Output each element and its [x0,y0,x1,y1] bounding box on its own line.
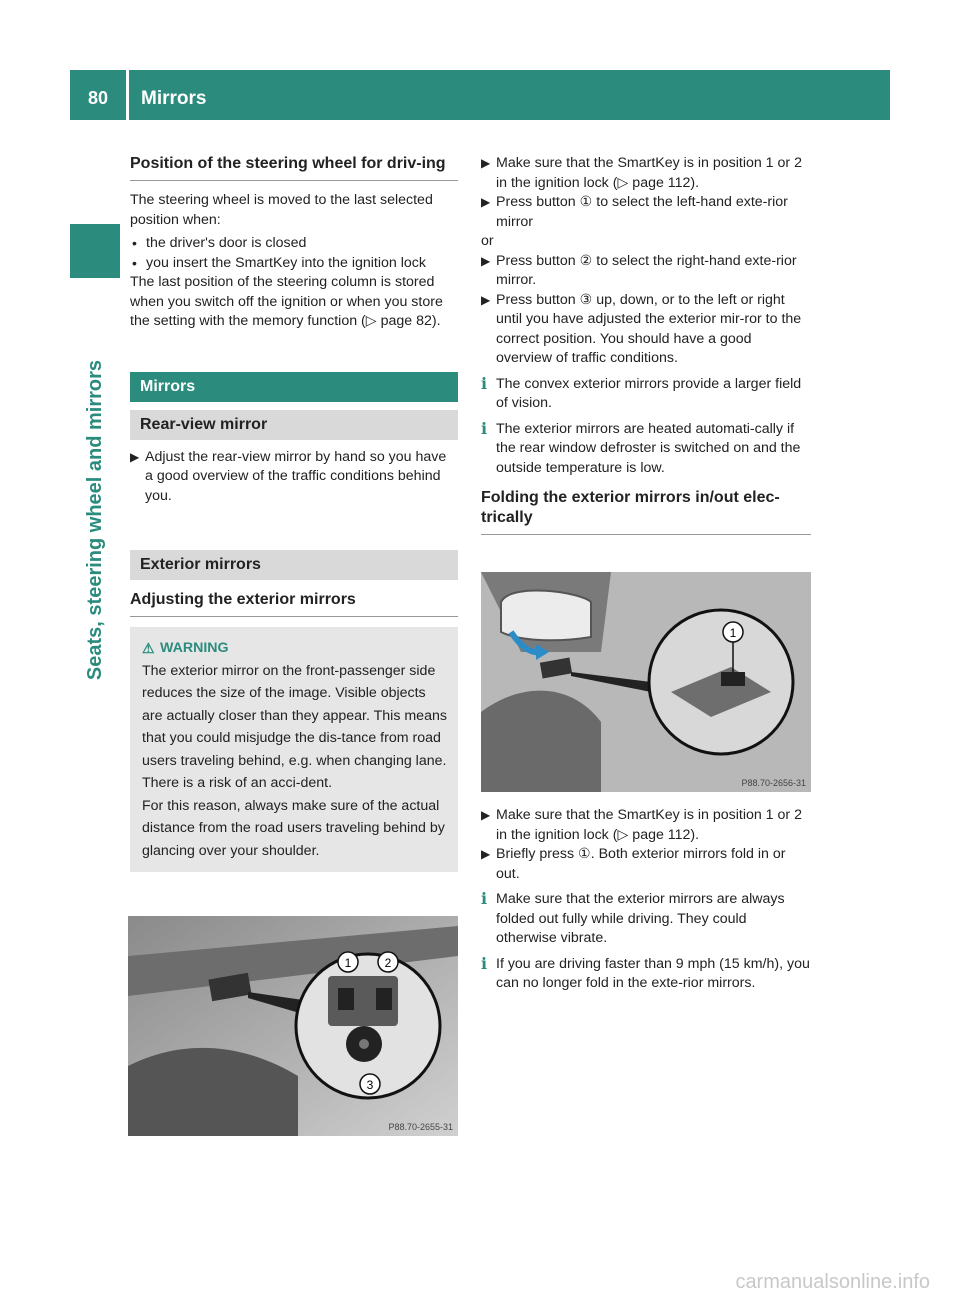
step: ▶ Make sure that the SmartKey is in position 1 or 2 in the ignition lock (▷ page 112). [481,807,802,843]
info-icon: i [481,953,488,973]
mirror-controls-photo [128,916,458,1136]
image-code: P88.70-2655-31 [388,1122,453,1132]
step-arrow-icon: ▶ [130,449,140,464]
fold-button-photo [481,572,811,792]
right-column [481,154,811,545]
step: ▶ Make sure that the SmartKey is in position 1 or 2 in the ignition lock (▷ page 112). [481,155,802,191]
list-item: • the driver's door is closed [130,234,458,254]
rearview-step: ▶ Adjust the rear-view mirror by hand so you have a good overview of the traffic conditions behind you. [130,448,447,504]
or-text: or [481,233,494,249]
chapter-side-label: Seats, steering wheel and mirrors [84,359,106,681]
left-column [130,154,458,872]
info-note: i The exterior mirrors are heated automati-cally if the rear window defroster is switched on and the outside temperature is low. [481,418,801,476]
info-icon: i [481,373,488,393]
step: ▶ Press button ② to select the right-hand exte-rior mirror. [481,252,797,288]
step-arrow-icon: ▶ [481,292,491,307]
image-code: P88.70-2656-31 [741,778,806,788]
page-title: Mirrors [141,88,207,109]
info-note: i The convex exterior mirrors provide a larger field of vision. [481,373,802,411]
info-note: i Make sure that the exterior mirrors are always folded out fully while driving. They could otherwise vibrate. [481,889,785,946]
step: ▶ Briefly press ①. Both exterior mirrors fold in or out. [481,846,786,882]
callout-2: 2 [384,956,392,970]
step-arrow-icon: ▶ [481,808,491,822]
warning-text: For this reason, always make sure of the actual distance from the road users traveling behind by glancing over your shoulder. [142,797,445,859]
header-divider [126,70,129,120]
info-note: i If you are driving faster than 9 mph (15 km/h), you can no longer fold in the exte-rior mirrors. [481,953,810,991]
subsection-exterior: Exterior mirrors [130,550,458,580]
callout-1: 1 [729,626,737,640]
callout-3: 3 [366,1078,374,1092]
side-tab-marker [70,224,120,278]
info-icon: i [481,418,488,438]
right-column-lower [481,806,811,994]
page-number: 80 [87,88,109,108]
warning-box [130,627,458,872]
step: ▶ Press button ③ up, down, or to the left or right until you have adjusted the exterior mir-ror to the correct position. You should have a good overview of traffic conditions. [481,291,802,366]
subsection-rearview: Rear-view mirror [130,410,458,440]
heading-rule [130,180,458,181]
section-mirrors: Mirrors [130,372,458,402]
warning-triangle-icon: ⚠ [142,640,155,656]
step-arrow-icon: ▶ [481,253,491,268]
body-text: The last position of the steering column is stored when you switch off the ignition or when you store the setting with the memory function (▷ page 82). [130,274,443,329]
heading-rule [130,616,458,617]
heading-rule [481,534,811,535]
step-arrow-icon: ▶ [481,195,491,209]
warning-title: ⚠ WARNING [142,637,450,660]
intro-text: The steering wheel is moved to the last selected position when: [130,192,433,228]
fold-heading: Folding the exterior mirrors in/out elec-trically [481,489,780,526]
step: ▶ Press button ① to select the left-hand exte-rior mirror [481,194,788,230]
steering-position-heading: Position of the steering wheel for driv-ing [130,155,446,172]
callout-1: 1 [344,956,352,970]
adjust-heading: Adjusting the exterior mirrors [130,591,356,608]
warning-text: The exterior mirror on the front-passenger side reduces the size of the image. Visible objects are actually closer than they appear. This means that you could misjudge the dis-tance from road users traveling behind, e.g. when changing lane. There is a risk of an acci-dent. [142,662,447,791]
list-item: • you insert the SmartKey into the ignition lock [130,254,458,274]
info-icon: i [481,889,488,908]
step-arrow-icon: ▶ [481,847,491,861]
step-arrow-icon: ▶ [481,156,491,170]
watermark: carmanualsonline.info [735,1271,930,1293]
